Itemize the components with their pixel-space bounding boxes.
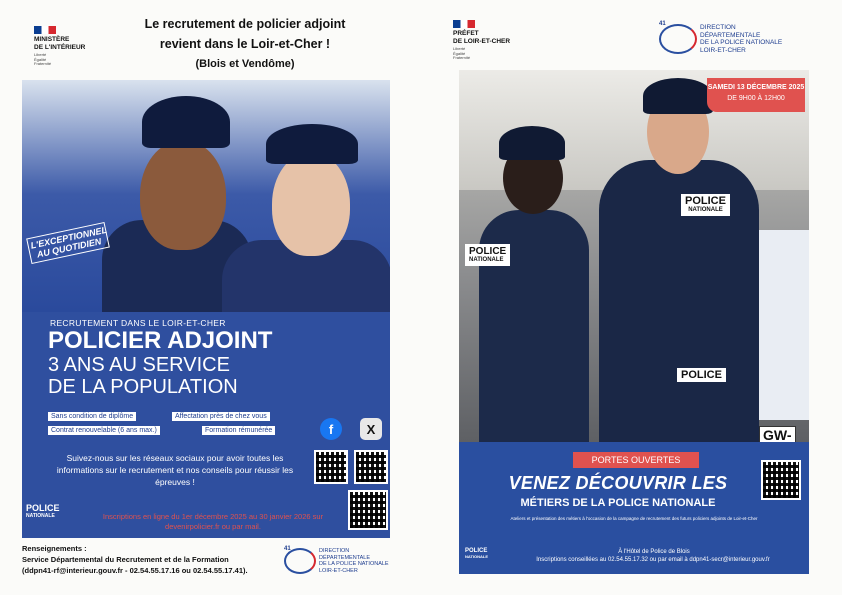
banner-headline: VENEZ DÉCOUVRIR LES bbox=[508, 473, 728, 493]
social-follow-text: Suivez-nous sur les réseaux sociaux pour avoir toutes les informations sur le recrutement et nos conseils pour réussir les épreuves ! bbox=[56, 453, 294, 487]
poster-subtitle-2: DE LA POPULATION bbox=[48, 376, 238, 398]
chip-no-diploma: Sans condition de diplôme bbox=[48, 412, 136, 421]
time-line: DE 9H00 À 12H00 bbox=[727, 95, 785, 102]
venue-address: À l'Hôtel de Police de Blois bbox=[618, 549, 690, 555]
vest-nationale-word: NATIONALE bbox=[688, 207, 723, 213]
right-flyer bbox=[421, 0, 842, 595]
republic-motto: Liberté Égalité Fraternité bbox=[453, 46, 471, 60]
police-logo-word: POLICE bbox=[26, 503, 60, 513]
ddpn-logo bbox=[284, 548, 389, 574]
open-day-photo bbox=[459, 70, 809, 442]
x-social-icon[interactable]: X bbox=[360, 418, 382, 440]
officer-cap-icon bbox=[643, 78, 713, 114]
slogan-badge: L'EXCEPTIONNEL AU QUOTIDIEN bbox=[26, 222, 110, 264]
poster-subtitle-1: 3 ANS AU SERVICE bbox=[48, 354, 230, 376]
contact-heading: Renseignements : bbox=[22, 544, 87, 553]
qr-code-icon[interactable] bbox=[348, 490, 388, 530]
vest-police-word: POLICE bbox=[469, 246, 507, 257]
qr-code-icon[interactable] bbox=[761, 460, 801, 500]
ddpn-number: 41 bbox=[284, 546, 291, 552]
poster-title: POLICIER ADJOINT bbox=[48, 327, 273, 354]
header-line-1: Le recrutement de policier adjoint bbox=[144, 17, 346, 31]
officer-cap-icon bbox=[499, 126, 565, 160]
ddpn-number: 41 bbox=[659, 21, 666, 27]
loir-et-cher-map-icon bbox=[284, 548, 316, 574]
ddpn-name: DIRECTION DÉPARTEMENTALE DE LA POLICE NATIONALE LOIR-ET-CHER bbox=[319, 548, 389, 574]
officer-1-face bbox=[140, 140, 226, 250]
ddpn-name: DIRECTION DÉPARTEMENTALE DE LA POLICE NATIONALE LOIR-ET-CHER bbox=[700, 24, 783, 54]
qr-code-icon[interactable] bbox=[354, 450, 388, 484]
qr-code-icon[interactable] bbox=[314, 450, 348, 484]
police-logo-word: POLICE bbox=[465, 548, 488, 554]
online-registration-text: Inscriptions en ligne du 1er décembre 2025 au 30 janvier 2026 sur devenirpolicier.fr ou par mail. bbox=[102, 512, 324, 531]
chip-paid-training: Formation rémunérée bbox=[202, 426, 275, 435]
workshops-line: Ateliers et présentation des métiers à l'occasion de la campagne de recrutement des futurs policiers adjoints de Loir-et-Cher bbox=[510, 516, 758, 521]
police-logo-sub: NATIONALE bbox=[26, 513, 55, 519]
officer-1-cap-icon bbox=[142, 96, 230, 148]
ministry-name: MINISTÈRE DE L'INTÉRIEUR bbox=[34, 36, 86, 51]
vest-police-word: POLICE bbox=[685, 195, 726, 207]
open-day-banner bbox=[459, 442, 809, 574]
vest-label-right bbox=[681, 194, 730, 216]
police-nationale-logo bbox=[26, 504, 60, 519]
chip-assignment: Affectation près de chez vous bbox=[172, 412, 270, 421]
prefecture-name: PRÉFET DE LOIR-ET-CHER bbox=[453, 30, 511, 45]
police-nationale-logo bbox=[465, 548, 488, 559]
officer-back-right bbox=[599, 160, 759, 442]
open-days-ribbon: PORTES OUVERTES bbox=[573, 452, 699, 468]
recruitment-poster bbox=[22, 80, 390, 538]
officer-2-cap-icon bbox=[266, 124, 358, 164]
belt-label: POLICE bbox=[677, 368, 726, 382]
registration-info: Inscriptions conseillées au 02.54.55.17.32 ou par email à ddpn41-secr@interieur.gouv.fr bbox=[536, 557, 770, 563]
date-badge bbox=[707, 78, 805, 112]
police-logo-sub: NATIONALE bbox=[465, 554, 489, 559]
header-line-2: revient dans le Loir-et-Cher ! bbox=[159, 37, 331, 51]
vest-label-left bbox=[465, 244, 510, 266]
officer-2-face bbox=[272, 152, 350, 256]
date-line: SAMEDI 13 DÉCEMBRE 2025 bbox=[707, 84, 805, 91]
contact-line-2: (ddpn41-rf@interieur.gouv.fr - 02.54.55.17.16 ou 02.54.55.17.41). bbox=[22, 566, 248, 575]
ddpn-logo bbox=[659, 21, 783, 54]
republic-motto: Liberté Égalité Fraternité bbox=[34, 52, 52, 66]
header-line-3: (Blois et Vendôme) bbox=[195, 58, 295, 70]
vest-nationale-word: NATIONALE bbox=[469, 257, 504, 263]
flyer-header bbox=[110, 14, 380, 74]
marianne-flag-icon bbox=[34, 26, 56, 34]
contact-line-1: Service Départemental du Recrutement et de la Formation bbox=[22, 555, 229, 564]
poster-kicker: RECRUTEMENT DANS LE LOIR-ET-CHER bbox=[50, 318, 226, 328]
prefecture-logo bbox=[453, 20, 510, 61]
facebook-icon[interactable]: f bbox=[320, 418, 342, 440]
ministry-logo bbox=[34, 26, 85, 67]
banner-headline-2: MÉTIERS DE LA POLICE NATIONALE bbox=[520, 497, 716, 509]
marianne-flag-icon bbox=[453, 20, 475, 28]
loir-et-cher-map-icon bbox=[659, 21, 697, 54]
chip-contract: Contrat renouvelable (6 ans max.) bbox=[48, 426, 160, 435]
license-plate: GW- bbox=[759, 426, 796, 442]
contact-info bbox=[22, 543, 248, 576]
